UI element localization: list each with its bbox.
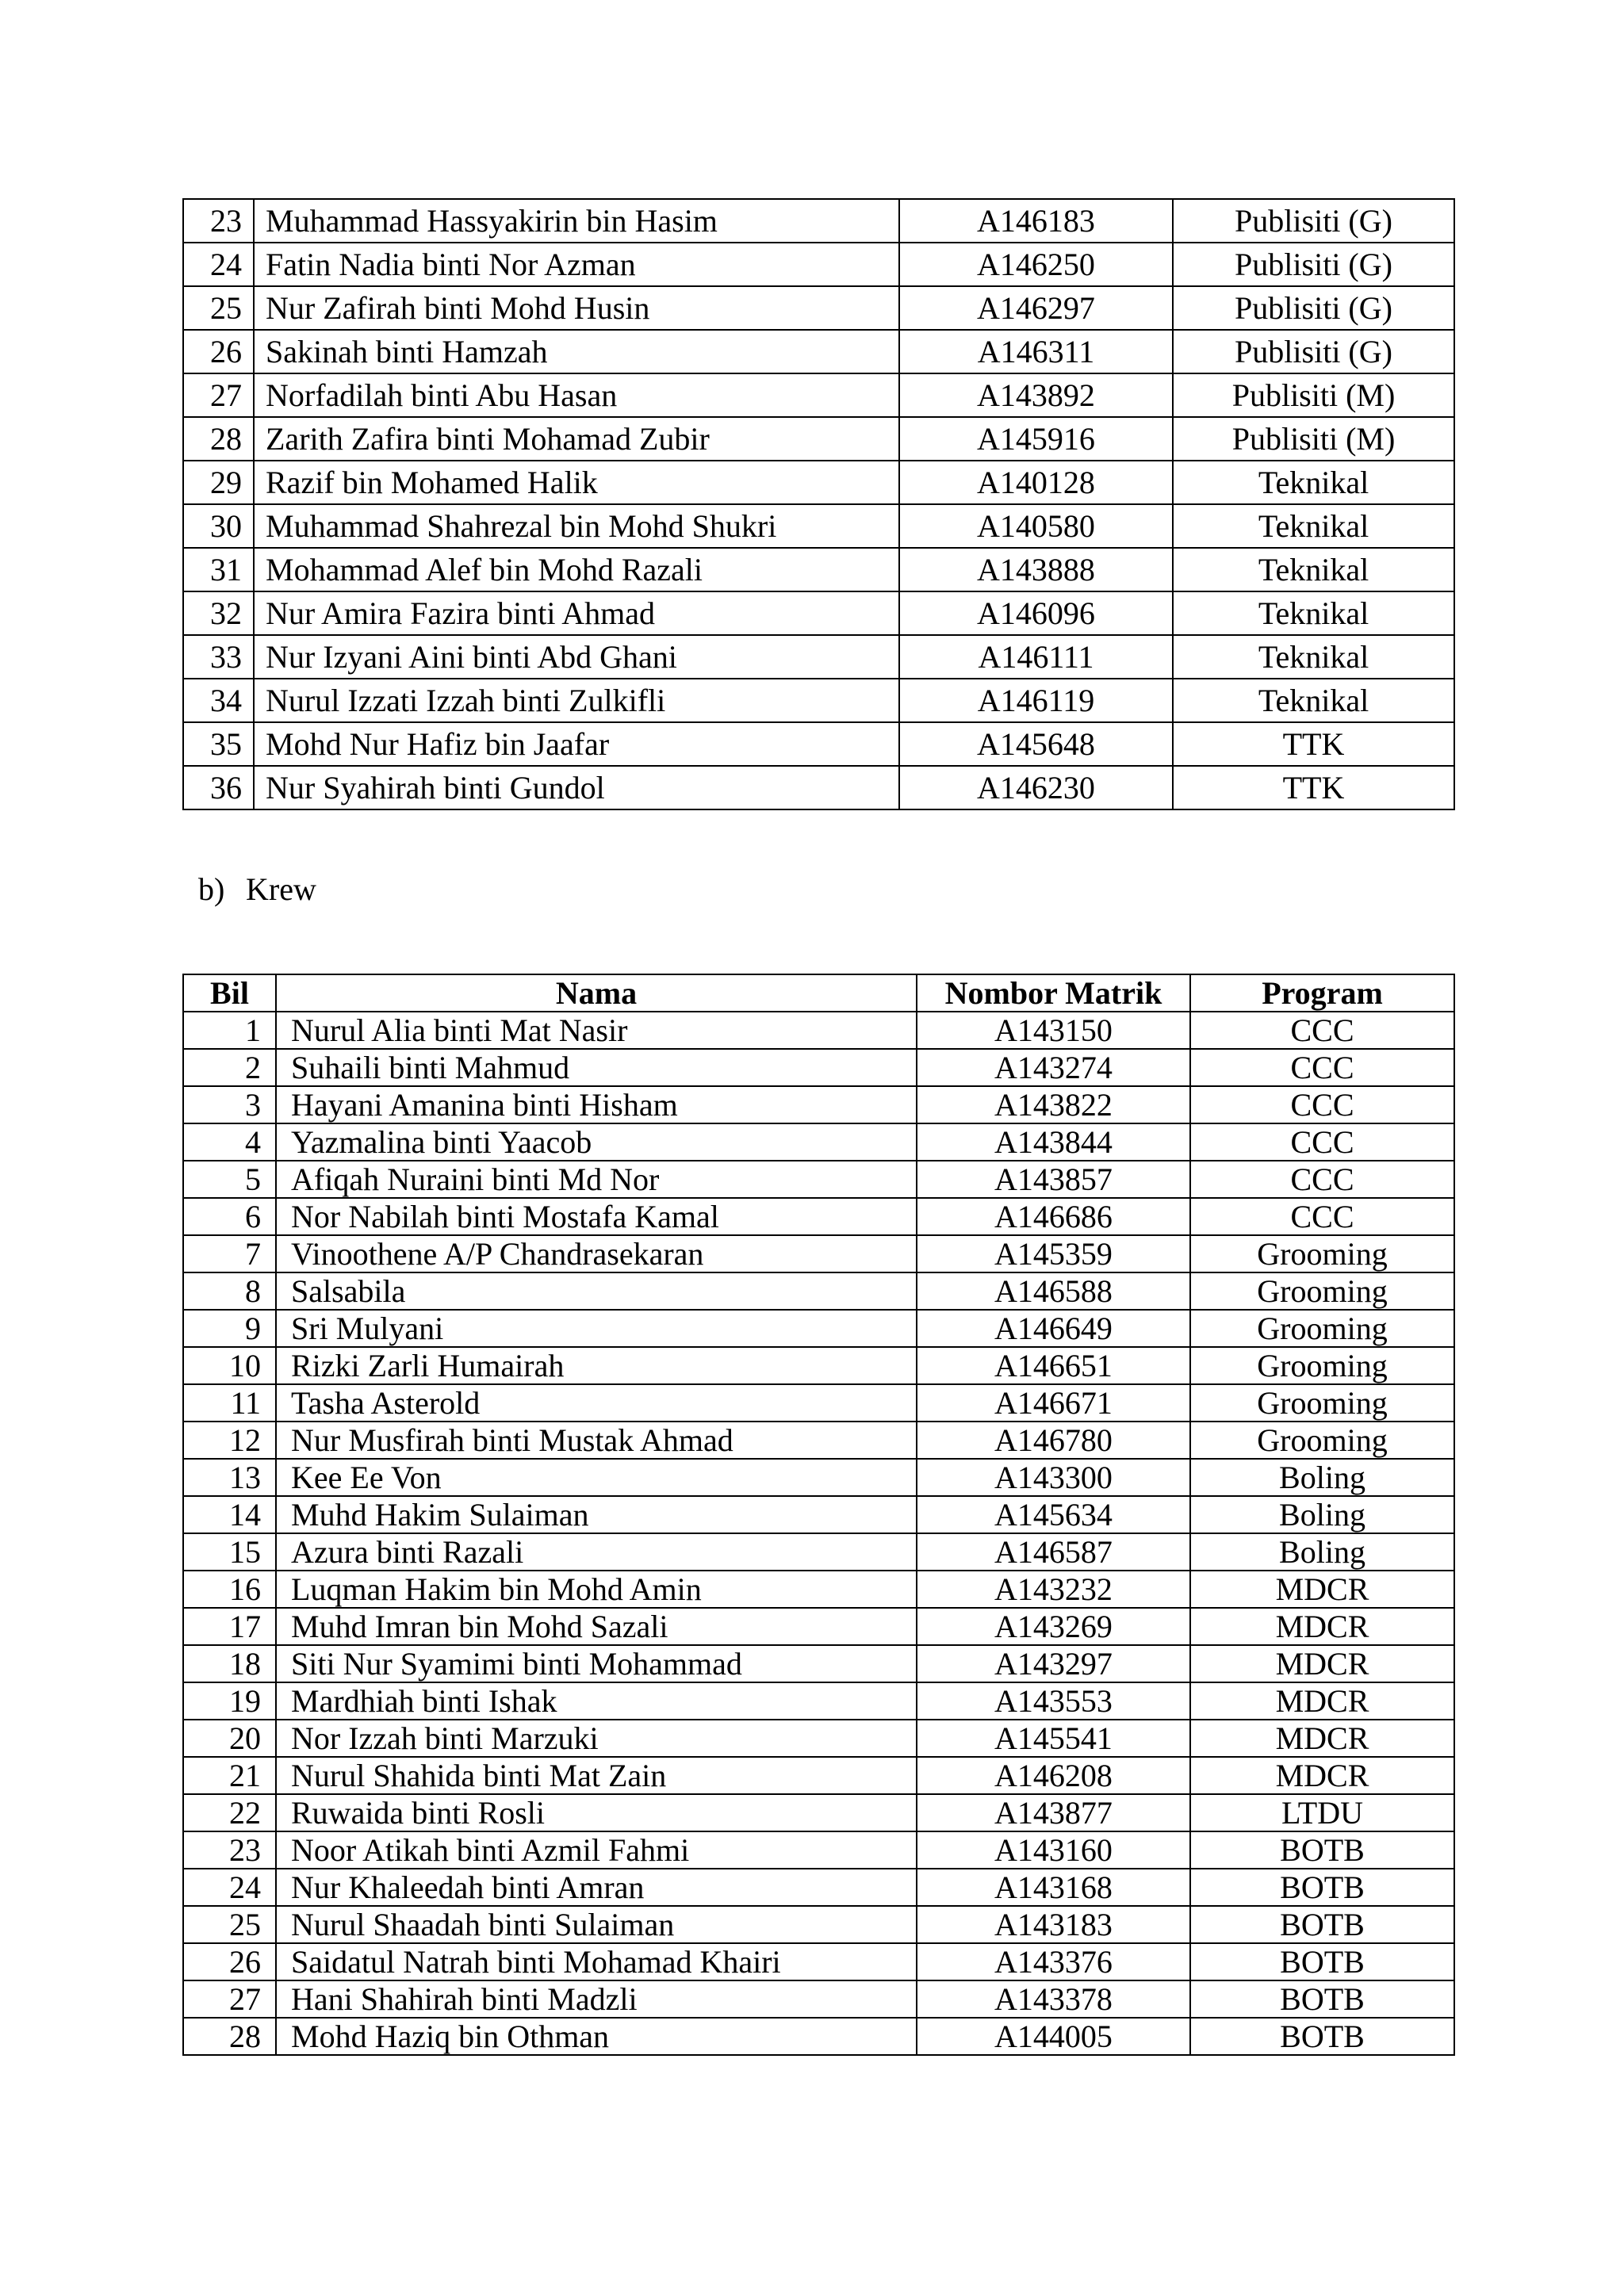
row-matrik: A146096 <box>899 591 1173 635</box>
row-matrik: A146297 <box>899 286 1173 330</box>
row-number: 9 <box>183 1310 276 1347</box>
table-row <box>183 330 1454 373</box>
row-program: CCC <box>1190 1198 1454 1235</box>
table-row <box>183 1831 1454 1869</box>
row-program: Grooming <box>1190 1310 1454 1347</box>
row-matrik: A146111 <box>899 635 1173 679</box>
row-name: Kee Ee Von <box>276 1459 917 1496</box>
table-row <box>183 1980 1454 2018</box>
row-name: Luqman Hakim bin Mohd Amin <box>276 1571 917 1608</box>
row-matrik: A140580 <box>899 504 1173 548</box>
row-name: Norfadilah binti Abu Hasan <box>254 373 899 417</box>
row-name: Nurul Shahida binti Mat Zain <box>276 1757 917 1794</box>
table-row <box>183 1384 1454 1422</box>
table-row <box>183 1049 1454 1086</box>
row-number: 30 <box>183 504 254 548</box>
row-number: 13 <box>183 1459 276 1496</box>
table-row <box>183 1906 1454 1943</box>
row-number: 8 <box>183 1272 276 1310</box>
row-program: BOTB <box>1190 1980 1454 2018</box>
row-matrik: A146587 <box>917 1533 1190 1571</box>
row-number: 22 <box>183 1794 276 1831</box>
row-program: Publisiti (G) <box>1173 286 1454 330</box>
row-name: Muhammad Shahrezal bin Mohd Shukri <box>254 504 899 548</box>
header-bil: Bil <box>183 974 276 1012</box>
row-number: 15 <box>183 1533 276 1571</box>
row-matrik: A143232 <box>917 1571 1190 1608</box>
table-row <box>183 548 1454 591</box>
row-program: Publisiti (M) <box>1173 417 1454 461</box>
row-program: Teknikal <box>1173 635 1454 679</box>
row-number: 28 <box>183 2018 276 2055</box>
row-matrik: A143160 <box>917 1831 1190 1869</box>
table-row <box>183 417 1454 461</box>
row-matrik: A146649 <box>917 1310 1190 1347</box>
row-program: Grooming <box>1190 1384 1454 1422</box>
row-name: Zarith Zafira binti Mohamad Zubir <box>254 417 899 461</box>
crew-table-body <box>183 1012 1454 2055</box>
row-matrik: A143857 <box>917 1161 1190 1198</box>
row-program: Grooming <box>1190 1235 1454 1272</box>
row-name: Siti Nur Syamimi binti Mohammad <box>276 1645 917 1682</box>
table-row <box>183 1757 1454 1794</box>
row-number: 25 <box>183 286 254 330</box>
row-name: Nur Izyani Aini binti Abd Ghani <box>254 635 899 679</box>
section-marker: b) <box>198 871 225 907</box>
row-name: Mohd Nur Hafiz bin Jaafar <box>254 722 899 766</box>
table-row <box>183 1533 1454 1571</box>
row-matrik: A143150 <box>917 1012 1190 1049</box>
table-row <box>183 1943 1454 1980</box>
table-row <box>183 1496 1454 1533</box>
row-name: Hayani Amanina binti Hisham <box>276 1086 917 1123</box>
table-row <box>183 243 1454 286</box>
table-row <box>183 766 1454 809</box>
row-name: Vinoothene A/P Chandrasekaran <box>276 1235 917 1272</box>
row-name: Azura binti Razali <box>276 1533 917 1571</box>
row-program: Publisiti (G) <box>1173 243 1454 286</box>
row-name: Sakinah binti Hamzah <box>254 330 899 373</box>
row-name: Razif bin Mohamed Halik <box>254 461 899 504</box>
table-row <box>183 1161 1454 1198</box>
row-program: Boling <box>1190 1459 1454 1496</box>
row-program: Teknikal <box>1173 504 1454 548</box>
table-row <box>183 1012 1454 1049</box>
table-row <box>183 1198 1454 1235</box>
row-program: TTK <box>1173 766 1454 809</box>
row-name: Muhd Hakim Sulaiman <box>276 1496 917 1533</box>
row-matrik: A143297 <box>917 1645 1190 1682</box>
row-matrik: A143888 <box>899 548 1173 591</box>
row-program: Teknikal <box>1173 591 1454 635</box>
table-row <box>183 591 1454 635</box>
row-matrik: A143892 <box>899 373 1173 417</box>
row-program: TTK <box>1173 722 1454 766</box>
table-header-row <box>183 974 1454 1012</box>
row-number: 5 <box>183 1161 276 1198</box>
row-matrik: A145634 <box>917 1496 1190 1533</box>
table-row <box>183 1608 1454 1645</box>
row-name: Nur Syahirah binti Gundol <box>254 766 899 809</box>
table-row <box>183 1720 1454 1757</box>
row-program: MDCR <box>1190 1571 1454 1608</box>
table-row <box>183 1794 1454 1831</box>
row-matrik: A145648 <box>899 722 1173 766</box>
header-nama: Nama <box>276 974 917 1012</box>
row-matrik: A140128 <box>899 461 1173 504</box>
row-program: MDCR <box>1190 1757 1454 1794</box>
row-name: Salsabila <box>276 1272 917 1310</box>
row-matrik: A143553 <box>917 1682 1190 1720</box>
table-row <box>183 722 1454 766</box>
row-number: 24 <box>183 1869 276 1906</box>
row-number: 33 <box>183 635 254 679</box>
row-matrik: A143300 <box>917 1459 1190 1496</box>
row-matrik: A143168 <box>917 1869 1190 1906</box>
row-number: 21 <box>183 1757 276 1794</box>
table-row <box>183 1086 1454 1123</box>
row-number: 26 <box>183 330 254 373</box>
table-row <box>183 1235 1454 1272</box>
row-program: MDCR <box>1190 1720 1454 1757</box>
row-matrik: A145916 <box>899 417 1173 461</box>
row-matrik: A144005 <box>917 2018 1190 2055</box>
row-matrik: A146671 <box>917 1384 1190 1422</box>
row-program: BOTB <box>1190 1906 1454 1943</box>
section-heading <box>198 871 316 907</box>
table-row <box>183 504 1454 548</box>
row-name: Muhd Imran bin Mohd Sazali <box>276 1608 917 1645</box>
row-matrik: A146230 <box>899 766 1173 809</box>
row-program: CCC <box>1190 1012 1454 1049</box>
row-number: 20 <box>183 1720 276 1757</box>
row-name: Nor Izzah binti Marzuki <box>276 1720 917 1757</box>
row-matrik: A143844 <box>917 1123 1190 1161</box>
table-row <box>183 1272 1454 1310</box>
header-matrik: Nombor Matrik <box>917 974 1190 1012</box>
row-program: LTDU <box>1190 1794 1454 1831</box>
row-matrik: A146119 <box>899 679 1173 722</box>
row-name: Mohammad Alef bin Mohd Razali <box>254 548 899 591</box>
table-row <box>183 1645 1454 1682</box>
row-program: CCC <box>1190 1086 1454 1123</box>
row-name: Saidatul Natrah binti Mohamad Khairi <box>276 1943 917 1980</box>
table-row <box>183 1869 1454 1906</box>
crew-table <box>182 974 1455 2056</box>
row-name: Mohd Haziq bin Othman <box>276 2018 917 2055</box>
row-program: Grooming <box>1190 1422 1454 1459</box>
row-name: Ruwaida binti Rosli <box>276 1794 917 1831</box>
row-name: Nur Amira Fazira binti Ahmad <box>254 591 899 635</box>
row-name: Nur Khaleedah binti Amran <box>276 1869 917 1906</box>
row-program: CCC <box>1190 1049 1454 1086</box>
row-number: 12 <box>183 1422 276 1459</box>
table-row <box>183 635 1454 679</box>
table-row <box>183 1347 1454 1384</box>
row-number: 2 <box>183 1049 276 1086</box>
table-row <box>183 286 1454 330</box>
row-program: BOTB <box>1190 1831 1454 1869</box>
row-number: 19 <box>183 1682 276 1720</box>
table-row <box>183 199 1454 243</box>
row-program: Grooming <box>1190 1272 1454 1310</box>
row-number: 36 <box>183 766 254 809</box>
row-number: 14 <box>183 1496 276 1533</box>
row-number: 23 <box>183 1831 276 1869</box>
row-program: Teknikal <box>1173 679 1454 722</box>
row-program: MDCR <box>1190 1608 1454 1645</box>
row-number: 35 <box>183 722 254 766</box>
row-name: Nurul Izzati Izzah binti Zulkifli <box>254 679 899 722</box>
row-number: 27 <box>183 1980 276 2018</box>
row-matrik: A146686 <box>917 1198 1190 1235</box>
table-row <box>183 1422 1454 1459</box>
row-number: 4 <box>183 1123 276 1161</box>
row-matrik: A143376 <box>917 1943 1190 1980</box>
row-number: 3 <box>183 1086 276 1123</box>
table-row <box>183 461 1454 504</box>
row-program: BOTB <box>1190 1869 1454 1906</box>
row-number: 16 <box>183 1571 276 1608</box>
row-matrik: A146183 <box>899 199 1173 243</box>
row-program: Grooming <box>1190 1347 1454 1384</box>
section-title: Krew <box>246 871 316 907</box>
row-matrik: A143183 <box>917 1906 1190 1943</box>
row-program: CCC <box>1190 1123 1454 1161</box>
row-program: Teknikal <box>1173 548 1454 591</box>
table-row <box>183 373 1454 417</box>
row-number: 25 <box>183 1906 276 1943</box>
row-number: 24 <box>183 243 254 286</box>
row-program: Boling <box>1190 1533 1454 1571</box>
row-program: CCC <box>1190 1161 1454 1198</box>
row-number: 1 <box>183 1012 276 1049</box>
row-name: Nurul Shaadah binti Sulaiman <box>276 1906 917 1943</box>
row-name: Nur Musfirah binti Mustak Ahmad <box>276 1422 917 1459</box>
row-name: Tasha Asterold <box>276 1384 917 1422</box>
row-matrik: A143822 <box>917 1086 1190 1123</box>
row-matrik: A143378 <box>917 1980 1190 2018</box>
row-matrik: A145541 <box>917 1720 1190 1757</box>
row-program: Boling <box>1190 1496 1454 1533</box>
header-program: Program <box>1190 974 1454 1012</box>
row-name: Yazmalina binti Yaacob <box>276 1123 917 1161</box>
row-program: Publisiti (G) <box>1173 330 1454 373</box>
row-program: BOTB <box>1190 2018 1454 2055</box>
table-row <box>183 679 1454 722</box>
row-name: Afiqah Nuraini binti Md Nor <box>276 1161 917 1198</box>
row-name: Mardhiah binti Ishak <box>276 1682 917 1720</box>
row-program: BOTB <box>1190 1943 1454 1980</box>
row-matrik: A143877 <box>917 1794 1190 1831</box>
row-number: 10 <box>183 1347 276 1384</box>
row-number: 27 <box>183 373 254 417</box>
row-number: 18 <box>183 1645 276 1682</box>
row-number: 7 <box>183 1235 276 1272</box>
row-number: 29 <box>183 461 254 504</box>
row-name: Rizki Zarli Humairah <box>276 1347 917 1384</box>
committee-table-body <box>183 199 1454 809</box>
row-number: 11 <box>183 1384 276 1422</box>
row-program: MDCR <box>1190 1682 1454 1720</box>
row-number: 6 <box>183 1198 276 1235</box>
row-number: 28 <box>183 417 254 461</box>
table-row <box>183 1682 1454 1720</box>
committee-table <box>182 198 1455 810</box>
row-matrik: A146588 <box>917 1272 1190 1310</box>
row-number: 34 <box>183 679 254 722</box>
row-matrik: A143269 <box>917 1608 1190 1645</box>
row-name: Sri Mulyani <box>276 1310 917 1347</box>
row-name: Hani Shahirah binti Madzli <box>276 1980 917 2018</box>
row-program: MDCR <box>1190 1645 1454 1682</box>
row-number: 26 <box>183 1943 276 1980</box>
row-matrik: A146250 <box>899 243 1173 286</box>
table-row <box>183 1123 1454 1161</box>
row-number: 23 <box>183 199 254 243</box>
row-program: Publisiti (M) <box>1173 373 1454 417</box>
row-matrik: A146780 <box>917 1422 1190 1459</box>
row-name: Nurul Alia binti Mat Nasir <box>276 1012 917 1049</box>
row-number: 17 <box>183 1608 276 1645</box>
row-program: Teknikal <box>1173 461 1454 504</box>
table-row <box>183 1571 1454 1608</box>
row-name: Nor Nabilah binti Mostafa Kamal <box>276 1198 917 1235</box>
row-matrik: A146311 <box>899 330 1173 373</box>
row-matrik: A146651 <box>917 1347 1190 1384</box>
row-name: Nur Zafirah binti Mohd Husin <box>254 286 899 330</box>
table-row <box>183 1310 1454 1347</box>
row-name: Suhaili binti Mahmud <box>276 1049 917 1086</box>
table-row <box>183 1459 1454 1496</box>
row-matrik: A146208 <box>917 1757 1190 1794</box>
row-name: Fatin Nadia binti Nor Azman <box>254 243 899 286</box>
row-matrik: A145359 <box>917 1235 1190 1272</box>
row-number: 32 <box>183 591 254 635</box>
row-matrik: A143274 <box>917 1049 1190 1086</box>
row-name: Noor Atikah binti Azmil Fahmi <box>276 1831 917 1869</box>
row-program: Publisiti (G) <box>1173 199 1454 243</box>
row-name: Muhammad Hassyakirin bin Hasim <box>254 199 899 243</box>
row-number: 31 <box>183 548 254 591</box>
table-row <box>183 2018 1454 2055</box>
